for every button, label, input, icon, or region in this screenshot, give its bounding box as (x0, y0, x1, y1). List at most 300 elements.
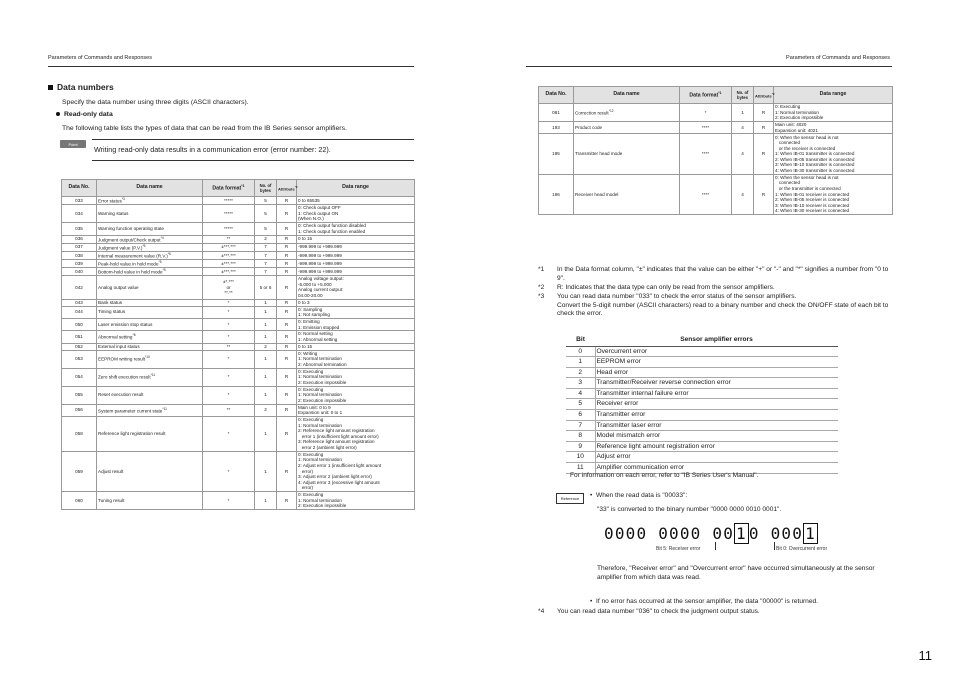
data-format-line: ** (226, 236, 231, 242)
table-row (539, 104, 893, 122)
data-name-text: Correction result (575, 110, 609, 116)
table-row (539, 174, 893, 214)
table-row (62, 268, 415, 276)
col-header-attribute-sup: *2 (294, 184, 298, 189)
table-row (62, 243, 415, 251)
data-range-line: 0: When the sensor head is not (775, 174, 839, 180)
error-table-row (566, 431, 838, 442)
data-format-line: or (226, 284, 231, 290)
data-range-cell (774, 174, 893, 214)
reference-bullet-2: • If no error has occurred at the sensor amplifier, the data "00000" is returned. (590, 598, 819, 605)
point-icon-label: Point (68, 141, 78, 147)
data-range-line: 0 to 3 (298, 299, 310, 305)
data-no-cell: 039 (62, 259, 97, 267)
attribute-cell: R (277, 350, 297, 368)
data-range-line: 1: Normal termination (298, 392, 342, 398)
error-name-cell: Transmitter laser error (595, 420, 838, 431)
error-name-cell: Overcurrent error (595, 346, 838, 357)
data-name-text: Peak-hold value in hold mode (98, 261, 159, 267)
data-name-cell (97, 205, 203, 223)
data-name-text: Tuning result (98, 497, 125, 503)
data-name-cell (97, 197, 203, 205)
error-bit-cell: 8 (566, 431, 595, 442)
footnote-1 (538, 266, 894, 283)
data-name-text: Reset execution result (98, 392, 144, 398)
data-name-text: Receiver head model (575, 191, 619, 197)
data-range-cell (297, 331, 415, 343)
data-range-line: 2: Execution impossible (298, 503, 347, 509)
data-range-line: 2: Reference light amount registration (298, 428, 375, 434)
data-range-line: 0: Emitting (298, 319, 320, 325)
round-bullet-icon (56, 112, 60, 116)
data-format-cell (203, 386, 255, 404)
section-intro: Specify the data number using three digits (ASCII characters). (62, 99, 249, 106)
col-header-data-range: Data range (774, 87, 893, 104)
data-name-footnote-mark: *8 (132, 333, 136, 338)
data-format-line: * (227, 392, 230, 398)
bytes-cell: 2 (255, 235, 277, 243)
data-no-cell: 058 (62, 416, 97, 451)
data-range-line: 1: Not sampling (298, 312, 330, 318)
reference-bullet-2-text: If no error has occurred at the sensor amplifier, the data "00000" is returned. (595, 598, 819, 605)
col-header-data-format (680, 87, 732, 104)
bytes-cell: 1 (255, 492, 277, 510)
data-name-text: Warning function operating state (98, 226, 164, 232)
data-name-cell (574, 104, 680, 122)
data-range-line: 2: Execution impossible (775, 115, 824, 121)
data-format-line: * (227, 468, 230, 474)
data-no-cell: 055 (62, 386, 97, 404)
col-header-data-range: Data range (297, 180, 415, 197)
data-name-footnote-mark: *11 (162, 406, 167, 411)
bits-group-4 (771, 523, 818, 544)
bytes-cell: 1 (255, 299, 277, 306)
data-name-cell (97, 306, 203, 318)
page-number: 11 (918, 648, 932, 663)
bytes-cell: 1 (732, 104, 754, 122)
data-range-line: 1: Emission stopped (298, 324, 340, 330)
error-col-header-name: Sensor amplifier errors (595, 335, 838, 346)
error-bit-cell: 11 (566, 463, 595, 474)
error-name-cell: Transmitter/Receiver reverse connection error (595, 378, 838, 389)
table-row (62, 368, 415, 386)
data-range-line: 1: Normal termination (298, 356, 342, 362)
attribute-cell: R (277, 492, 297, 510)
data-format-line: **** (701, 124, 710, 130)
attribute-cell: R (277, 259, 297, 267)
data-no-cell: 037 (62, 243, 97, 251)
data-range-line: 3: When IB-10 receiver is connected (775, 202, 850, 208)
data-range-cell (297, 306, 415, 318)
data-range-line: connected (775, 140, 801, 146)
data-format-cell (680, 174, 732, 214)
error-name-cell: Adjust error (595, 452, 838, 463)
error-table-body (566, 346, 838, 473)
data-format-line: ±***.*** (221, 244, 236, 250)
data-range-line: 0 to 15 (298, 343, 313, 349)
data-range-cell (297, 318, 415, 330)
point-bottom-rule (92, 160, 414, 161)
col-header-bytes: No. of bytes (732, 87, 754, 104)
data-format-line: * (227, 356, 230, 362)
error-bit-cell: 10 (566, 452, 595, 463)
error-name-cell: Reference light amount registration error (595, 441, 838, 452)
data-format-line: **** (701, 151, 710, 157)
error-name-cell: Transmitter internal failure error (595, 388, 838, 399)
data-format-cell (203, 205, 255, 223)
data-range-line: 0 to 65535 (298, 197, 320, 203)
data-no-cell: 060 (62, 492, 97, 510)
bit-0-connector (774, 542, 775, 550)
data-range-line: 2: Execution impossible (298, 379, 347, 385)
data-name-text: EEPROM writing result (98, 356, 145, 362)
data-format-line: ±*.*** (223, 279, 234, 285)
col-header-attribute (754, 87, 774, 104)
data-name-cell (97, 243, 203, 251)
data-name-cell (97, 299, 203, 306)
bytes-cell: 1 (255, 331, 277, 343)
reference-icon-label: Reference (560, 496, 580, 501)
data-range-line: 0: Executing (298, 386, 324, 392)
bits-group-4-prefix: 000 (770, 524, 804, 543)
data-format-cell (203, 197, 255, 205)
point-text: Writing read-only data results in a communication error (error number: 22). (94, 145, 331, 154)
data-name-text: Product code (575, 124, 603, 130)
data-name-text: Adjust result (98, 468, 124, 474)
error-bit-cell: 1 (566, 357, 595, 368)
table-header-row (539, 87, 893, 104)
data-name-footnote-mark: *5 (162, 268, 166, 273)
table-row (62, 259, 415, 267)
data-no-cell: 033 (62, 197, 97, 205)
error-bit-cell: 0 (566, 346, 595, 357)
col-header-attribute-text: Attribute (755, 92, 772, 98)
data-range-cell (297, 451, 415, 491)
data-name-text: Abnormal setting (98, 334, 133, 340)
data-format-line: ***** (224, 197, 233, 203)
data-range-line: 0 to 15 (298, 236, 313, 242)
data-range-line: error) (298, 468, 314, 474)
data-name-cell (97, 251, 203, 259)
bytes-cell: 7 (255, 259, 277, 267)
point-top-rule (92, 139, 414, 140)
error-info-text: For information on each error, refer to "IB Series User's Manual". (570, 472, 759, 479)
error-name-cell: Model mismatch error (595, 431, 838, 442)
data-name-text: Transmitter head mode (575, 151, 623, 157)
col-header-data-name: Data name (97, 180, 203, 197)
left-header-title: Parameters of Commands and Responses (48, 55, 152, 61)
data-range-line: 4: When IB-30 receiver is connected (775, 208, 850, 214)
error-name-cell: Head error (595, 367, 838, 378)
data-name-text: Internal measurement value (R.V.) (98, 253, 168, 259)
bytes-cell: 1 (255, 386, 277, 404)
data-range-line: connected (775, 180, 801, 186)
bytes-cell: 1 (255, 350, 277, 368)
data-range-line: 04.00-20.00 (298, 293, 323, 299)
right-header-title: Parameters of Commands and Responses (786, 55, 890, 61)
reference-bullet-1-text: When the read data is "00033": (595, 492, 688, 499)
data-no-cell: 193 (539, 122, 574, 134)
table-row (62, 492, 415, 510)
table-header-row (62, 180, 415, 197)
error-bit-cell: 4 (566, 388, 595, 399)
left-table-body (62, 197, 415, 510)
data-range-line: 4: Adjust error 3 (excessive light amount (298, 479, 380, 485)
data-name-text: Error status (98, 198, 122, 204)
col-header-format-text: Data format (212, 185, 242, 192)
data-name-footnote-mark: *4 (160, 235, 164, 240)
col-header-data-no: Data No. (62, 180, 97, 197)
data-range-line: 0: Normal setting (298, 331, 333, 337)
data-range-cell (297, 492, 415, 510)
data-range-line: 0: Executing (298, 451, 324, 457)
data-no-cell: 054 (62, 368, 97, 386)
bytes-cell: 7 (255, 243, 277, 251)
reference-binary-line: "33" is converted to the binary number "0000 0000 0010 0001". (597, 506, 782, 513)
data-format-line: * (227, 497, 230, 503)
data-name-text: Timing status (98, 309, 126, 315)
data-range-line: Analog current output: (298, 287, 344, 293)
data-no-cell: 196 (539, 174, 574, 214)
error-table-row (566, 452, 838, 463)
error-bit-cell: 5 (566, 399, 595, 410)
data-range-line: 3: Reference light amount registration (298, 439, 375, 445)
data-name-cell (97, 223, 203, 235)
bit-0-label: Bit 0: Overcurrent error (776, 546, 828, 552)
data-format-cell (203, 343, 255, 350)
data-range-line: 1: Normal termination (775, 109, 819, 115)
bytes-cell: 1 (255, 416, 277, 451)
data-range-line: 0: Executing (298, 368, 324, 374)
reference-bullet-1: • When the read data is "00033": (590, 492, 688, 499)
data-range-line: 1: Check output function enabled (298, 228, 366, 234)
data-range-line: 2: Adjust error 1 (insufficient light amount (298, 462, 382, 468)
data-name-text: Judgment value (P.V.) (98, 245, 143, 251)
data-name-text: Bank status (98, 299, 123, 305)
bytes-cell: 7 (255, 251, 277, 259)
table-row (539, 134, 893, 174)
data-name-cell (574, 174, 680, 214)
error-table-row (566, 441, 838, 452)
square-bullet-icon (48, 85, 53, 90)
table-row (62, 404, 415, 416)
data-range-line: 2: When IB-05 receiver is connected (775, 197, 850, 203)
footnote-1-mark: *1 (538, 266, 545, 273)
data-range-line: 0: Executing (775, 104, 801, 110)
data-range-line: 3: Adjust error 2 (ambient light error) (298, 474, 372, 480)
data-name-cell (97, 343, 203, 350)
data-range-cell (297, 416, 415, 451)
section-description: The following table lists the types of data that can be read from the IB Series sensor amplifiers. (62, 125, 347, 132)
data-name-cell (97, 318, 203, 330)
data-name-cell (97, 404, 203, 416)
table-row (62, 318, 415, 330)
bytes-cell: 1 (255, 306, 277, 318)
data-range-cell (297, 386, 415, 404)
data-name-footnote-mark: *11 (150, 373, 156, 378)
data-no-cell: 043 (62, 299, 97, 306)
data-no-cell: 052 (62, 343, 97, 350)
attribute-cell: R (754, 134, 774, 174)
data-format-line: * (227, 299, 230, 305)
data-range-cell (297, 259, 415, 267)
data-format-cell (203, 235, 255, 243)
data-range-line: (When N.O.) (298, 216, 324, 222)
data-range-line: Main unit: 0 to 9 (298, 404, 331, 410)
bits-group-3-suffix: 0 (748, 524, 760, 543)
data-range-line: error 2 (ambient light error) (298, 444, 357, 450)
data-range-line: 1: Normal termination (298, 374, 342, 380)
data-name-cell (97, 386, 203, 404)
attribute-cell: R (277, 368, 297, 386)
data-range-line: 0: Sampling (298, 306, 323, 312)
data-range-line: 2: When IB-05 transmitter is connected (775, 156, 855, 162)
bytes-cell: 5 (255, 197, 277, 205)
error-table-row (566, 399, 838, 410)
error-name-cell: EEPROM error (595, 357, 838, 368)
data-format-line: ±***.*** (221, 252, 236, 258)
data-format-cell (203, 368, 255, 386)
data-format-cell (203, 492, 255, 510)
table-row (62, 331, 415, 343)
data-range-cell (297, 368, 415, 386)
data-name-cell (574, 134, 680, 174)
data-range-cell (297, 299, 415, 306)
data-range-line: 1: When IB-01 receiver is connected (775, 191, 850, 197)
error-name-cell: Amplifier communication error (595, 463, 838, 474)
data-range-line: Main unit: 4020 (775, 122, 807, 128)
data-format-line: **.** (224, 290, 233, 296)
data-format-cell (203, 451, 255, 491)
data-format-line: ***** (224, 226, 233, 232)
data-name-cell (97, 368, 203, 386)
col-header-format-text: Data format (689, 92, 719, 99)
data-format-line: ±***.*** (221, 260, 236, 266)
error-table-header-row (566, 335, 838, 346)
data-no-cell: 056 (62, 404, 97, 416)
data-range-line: 3: When IB-10 transmitter is connected (775, 162, 855, 168)
attribute-cell: R (754, 122, 774, 134)
data-range-line: 1: Abnormal setting (298, 337, 338, 342)
error-name-cell: Transmitter error (595, 410, 838, 421)
data-no-cell: 035 (62, 223, 97, 235)
sensor-amplifier-errors-table (566, 335, 838, 474)
data-range-line: or the transmitter is connected (775, 186, 841, 192)
table-row (62, 205, 415, 223)
table-row (62, 235, 415, 243)
data-range-cell (297, 251, 415, 259)
data-format-cell (203, 318, 255, 330)
read-only-data-table (61, 179, 415, 510)
attribute-cell: R (754, 104, 774, 122)
data-range-line: 0: When the sensor head is not (775, 134, 839, 140)
footnote-3 (538, 293, 894, 319)
table-row (62, 350, 415, 368)
data-no-cell: 042 (62, 276, 97, 300)
data-format-line: ***** (224, 210, 233, 216)
footnote-2-text: R: Indicates that the data type can only be read from the sensor amplifiers. (557, 284, 775, 291)
data-no-cell: 061 (539, 104, 574, 122)
error-table-row (566, 346, 838, 357)
attribute-cell: R (277, 197, 297, 205)
error-table-row (566, 420, 838, 431)
error-col-header-bit: Bit (566, 335, 595, 346)
data-name-footnote-mark: *5 (158, 259, 162, 264)
error-bit-cell: 9 (566, 441, 595, 452)
table-row (62, 276, 415, 300)
data-range-line: Expansion unit: 0 to 1 (298, 410, 343, 416)
data-no-cell: 036 (62, 235, 97, 243)
footnote-3-continuation: Convert the 5-digit number (ASCII characters) read to a binary number and check the ON/OFF state of each bit to check the error. (557, 301, 889, 317)
bits-group-1: 0000 (604, 524, 648, 543)
data-range-line: 1: Check output ON (298, 210, 339, 216)
error-table-row (566, 410, 838, 421)
data-format-cell (203, 251, 255, 259)
data-range-cell (774, 134, 893, 174)
attribute-cell: R (277, 223, 297, 235)
data-range-line: Analog voltage output: (298, 276, 344, 282)
data-name-cell (97, 416, 203, 451)
data-range-line: 1: Normal termination (298, 497, 342, 503)
data-name-text: Laser emission stop status (98, 321, 153, 327)
bytes-cell: 5 (255, 205, 277, 223)
data-name-text: System parameter current state (98, 408, 163, 414)
data-name-text: Zero shift execution result (98, 374, 151, 380)
bit-5-highlight: 1 (736, 524, 747, 543)
bytes-cell: 4 (732, 174, 754, 214)
error-bit-cell: 2 (566, 367, 595, 378)
data-format-line: * (227, 430, 230, 436)
data-format-cell (680, 122, 732, 134)
data-format-line: ±***.*** (221, 268, 236, 274)
col-header-attribute-text: Attribute (278, 185, 295, 191)
data-name-text: Analog output value (98, 284, 139, 290)
error-name-cell: Receiver error (595, 399, 838, 410)
data-name-cell (97, 235, 203, 243)
data-range-line: 4: When IB-30 transmitter is connected (775, 168, 855, 174)
footnote-1-text: In the Data format column, "±" indicates that the value can be either "+" or "-" and "*" signifies a number from "0 to 9". (557, 266, 889, 282)
table-row (62, 299, 415, 306)
data-name-text: External input status (98, 343, 140, 349)
data-no-cell: 059 (62, 451, 97, 491)
subheading (56, 110, 113, 119)
data-name-cell (97, 331, 203, 343)
data-range-line: 0: Writing (298, 350, 318, 356)
table-row (539, 122, 893, 134)
footnote-4-mark: *4 (538, 608, 545, 615)
data-no-cell: 051 (62, 331, 97, 343)
table-row (62, 451, 415, 491)
error-table-row (566, 378, 838, 389)
col-header-data-format (203, 180, 255, 197)
error-table-row (566, 367, 838, 378)
error-table-row (566, 388, 838, 399)
data-range-line: 0: Executing (298, 417, 324, 422)
data-range-cell (297, 343, 415, 350)
data-range-line: error 1 (insufficient light amount error) (298, 433, 379, 439)
data-name-footnote-mark: *10 (144, 355, 150, 360)
data-format-cell (680, 104, 732, 122)
data-format-cell (680, 134, 732, 174)
data-name-footnote-mark: *5 (142, 243, 146, 248)
data-format-line: ** (226, 343, 231, 349)
point-icon (60, 140, 86, 148)
bytes-cell: 2 (255, 404, 277, 416)
data-no-cell: 044 (62, 306, 97, 318)
footnote-4-text: You can read data number "036" to check the judgment output status. (557, 608, 760, 615)
subheading-text: Read-only data (64, 111, 113, 118)
table-row (62, 223, 415, 235)
